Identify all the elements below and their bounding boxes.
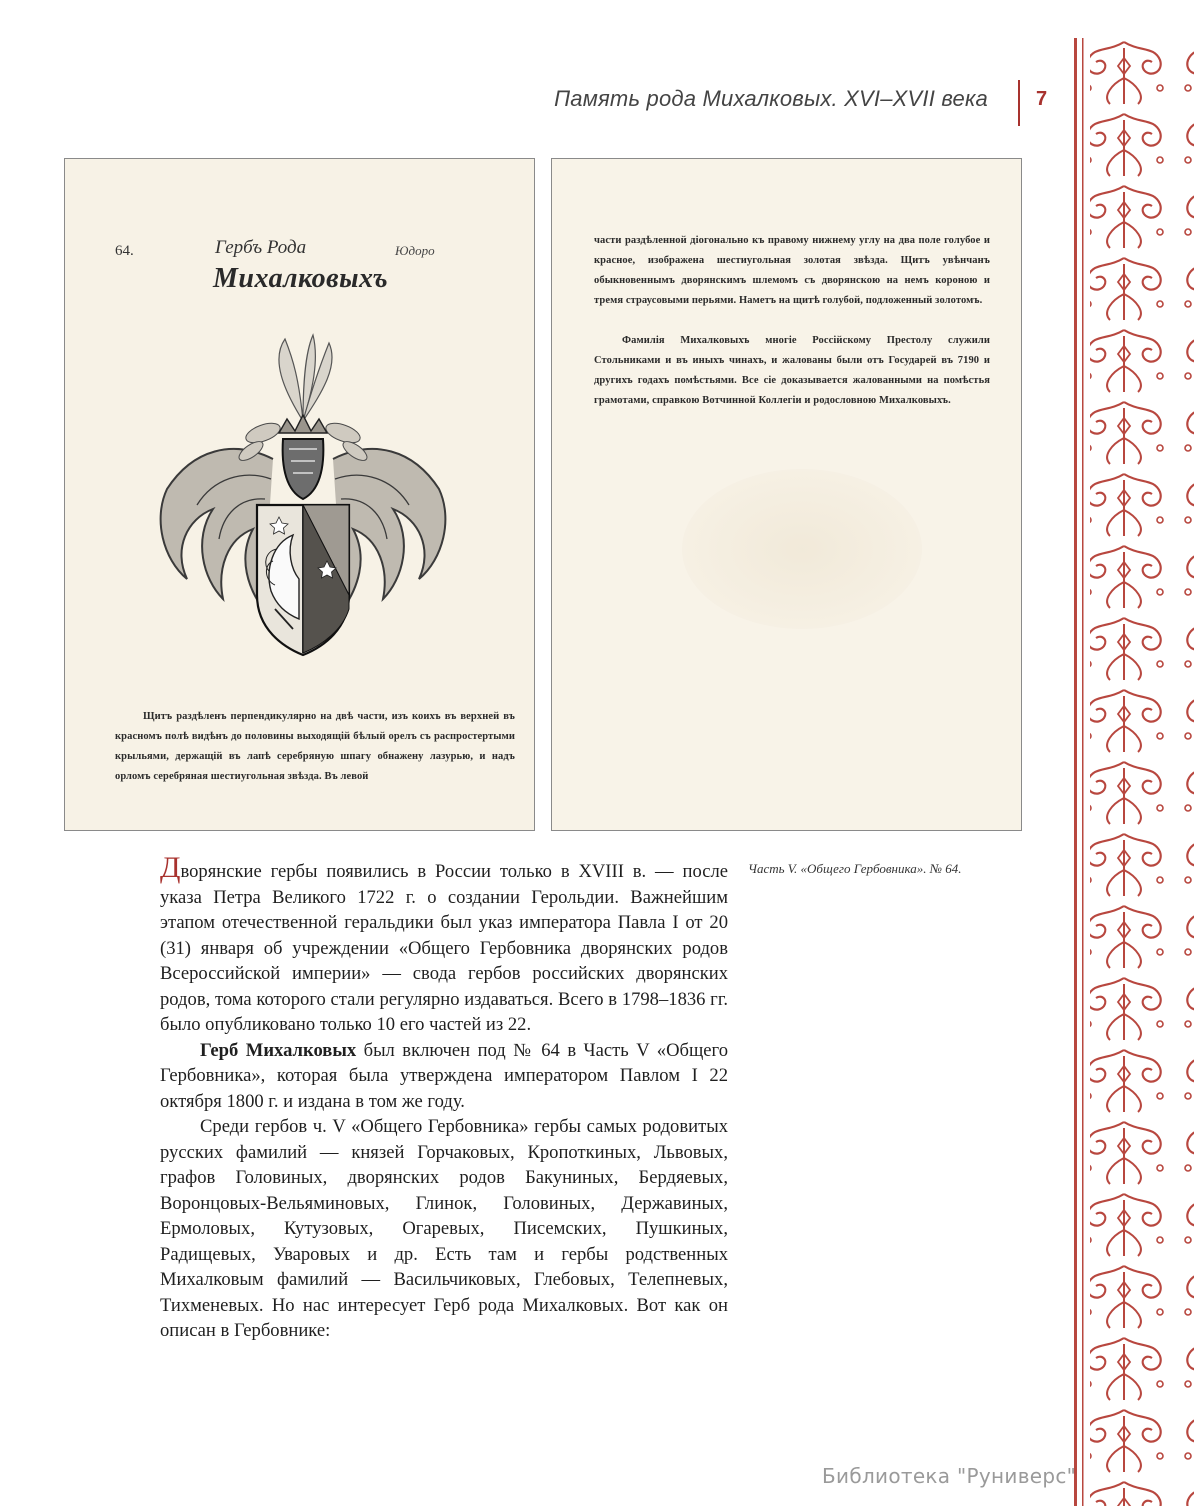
plate-heading-right: Юдоро (395, 243, 435, 258)
plate-family-history-text: Фамилiя Михалковыхъ многiе Россiйскому Престолу служили Стольниками и въ иныхъ чинахъ, и жалованы были отъ Государей въ 7190 и другихъ годахъ помѣстьями. Все сiе доказывается жалованными на помѣстья грамотами, справкою Вотчинной Коллегiи и родословною Михалковыхъ. (594, 335, 990, 406)
plate-number: 64. (115, 243, 134, 259)
plate-blazon-text-continued: части раздѣленной дiогонально къ правому нижнему углу на два поле голубое и красное, изображена шестиугольная золотая звѣзда. Щитъ увѣнчанъ обыкновеннымъ дворянскимъ шлемомъ съ дворянскою на немъ короною и тремя страусовыми перьями. Наметъ на щитѣ голубой, подложенный золотомъ. (594, 235, 990, 306)
plate-heading-top: Гербъ Рода (215, 237, 307, 258)
figure-caption: Часть V. «Общего Гербовника». № 64. (748, 861, 962, 876)
paragraph-1 (160, 851, 728, 1038)
library-watermark: Библиотека "Руниверс" (822, 1464, 1077, 1488)
running-title: Память рода Михалковых. XVI–XVII века (554, 86, 988, 111)
plate-blazon-text: Щитъ раздѣленъ перпендикулярно на двѣ части, изъ коихъ въ верхней въ красномъ полѣ видѣнъ до половины выходящiй бѣлый орелъ съ распростертыми крыльями, держащiй въ лапѣ серебряную шпагу обнажену лазурью, и надъ орломъ серебряная шестиугольная звѣзда. Въ левой (115, 711, 515, 782)
paragraph-2-text: был включен под № 64 в Часть V «Общего Гербовника», которая была утверждена императором Павлом I 22 октября 1800 г. и издана в том же году. (160, 1039, 728, 1112)
paragraph-2-bold: Герб Михалковых (200, 1039, 357, 1061)
header-divider (1018, 80, 1020, 126)
blazon-continuation-plate (551, 158, 1022, 831)
page-number: 7 (1036, 88, 1048, 110)
coat-of-arms-illustration (153, 329, 453, 659)
paper-stain (682, 469, 922, 629)
main-text (160, 851, 728, 1344)
coat-of-arms-plate (64, 158, 535, 831)
paragraph-1-text: ворянские гербы появились в России только в XVIII в. — после указа Петра Великого 1722 г. о создании Герольдии. Важнейшим этапом отечественной геральдики был указ императора Павла I от 20 (31) января об учреждении «Общего Гербовника дворянских родов Всероссийской империи» — свода гербов российских дворянских родов, тома которого стали регулярно издаваться. Всего в 1798–1836 гг. было опубликовано только 10 его частей из 22. (160, 861, 728, 1035)
paragraph-2 (160, 1038, 728, 1115)
paragraph-3: Среди гербов ч. V «Общего Гербовника» гербы самых родовитых русских фамилий — князей Горчаковых, Кропоткиных, Львовых, графов Головиных, дворянских родов Бакуниных, Бердяевых, Воронцовых-Вельяминовых, Глинок, Головиных, Державиных, Ермоловых, Кутузовых, Огаревых, Писемских, Пушкиных, Радищевых, Уваровых и др. Есть там и гербы родственных Михалковым фамилий — Васильчиковых, Глебовых, Телепневых, Тихменевых. Но нас интересует Герб рода Михалковых. Вот как он описан в Гербовнике: (160, 1116, 728, 1341)
plate-heading-main: Михалковыхъ (213, 263, 389, 294)
ornamental-border (1074, 38, 1200, 1506)
drop-cap: Д (160, 851, 181, 884)
